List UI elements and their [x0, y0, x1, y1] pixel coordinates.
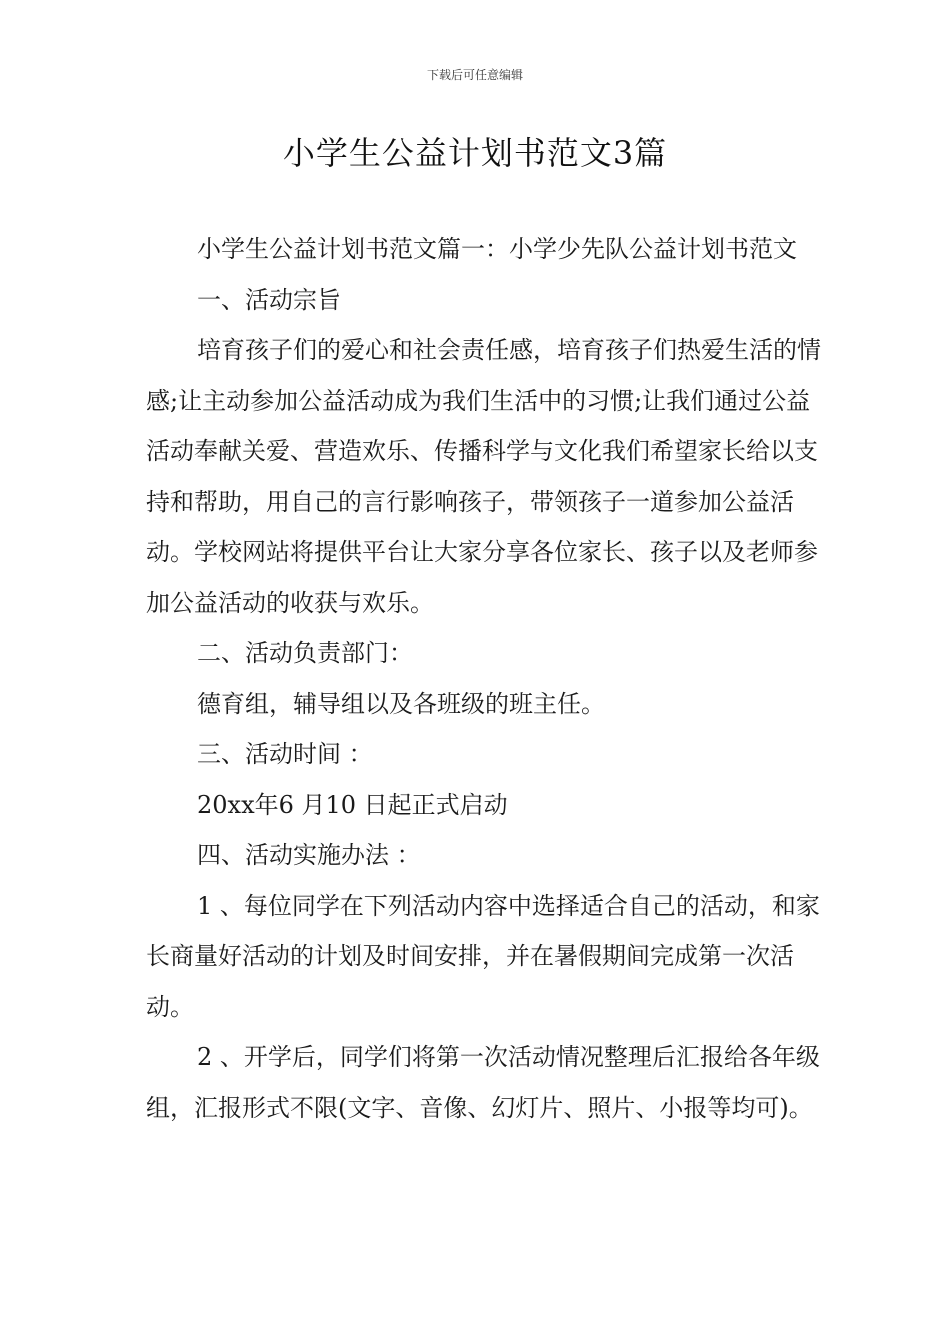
header-note: 下载后可任意编辑 [426, 68, 523, 82]
document-body [146, 224, 826, 1133]
paragraph-method-item-2: 2 、开学后，同学们将第一次活动情况整理后汇报给各年级组，汇报形式不限(文字、音像、幻灯片、照片、小报等均可)。 [146, 1043, 820, 1122]
paragraph-heading-purpose: 一、活动宗旨 [197, 285, 341, 314]
document-title: 小学生公益计划书范文3篇 [282, 134, 668, 172]
paragraph-heading-department: 二、活动负责部门： [197, 639, 413, 667]
paragraph-heading-method: 四、活动实施办法 ： [197, 841, 421, 869]
paragraph-method-item-1: 1 、每位同学在下列活动内容中选择适合自己的活动，和家长商量好活动的计划及时间安排，并在暑假期间完成第一次活动。 [146, 891, 820, 1021]
paragraph-time-body: 20xx年6 月10 日起正式启动 [197, 790, 508, 819]
paragraph-purpose-body: 培育孩子们的爱心和社会责任感，培育孩子们热爱生活的情感;让主动参加公益活动成为我们生活中的习惯;让我们通过公益活动奉献关爱、营造欢乐、传播科学与文化我们希望家长给以支持和帮助，用自己的言行影响孩子，带领孩子一道参加公益活动。学校网站将提供平台让大家分享各位家长、孩子以及老师参加公益活动的收获与欢乐。 [146, 336, 821, 617]
paragraph-heading-time: 三、活动时间 ： [197, 740, 373, 768]
paragraph-section-heading: 小学生公益计划书范文篇一：小学少先队公益计划书范文 [197, 235, 797, 263]
paragraph-department-body: 德育组，辅导组以及各班级的班主任。 [197, 689, 605, 718]
